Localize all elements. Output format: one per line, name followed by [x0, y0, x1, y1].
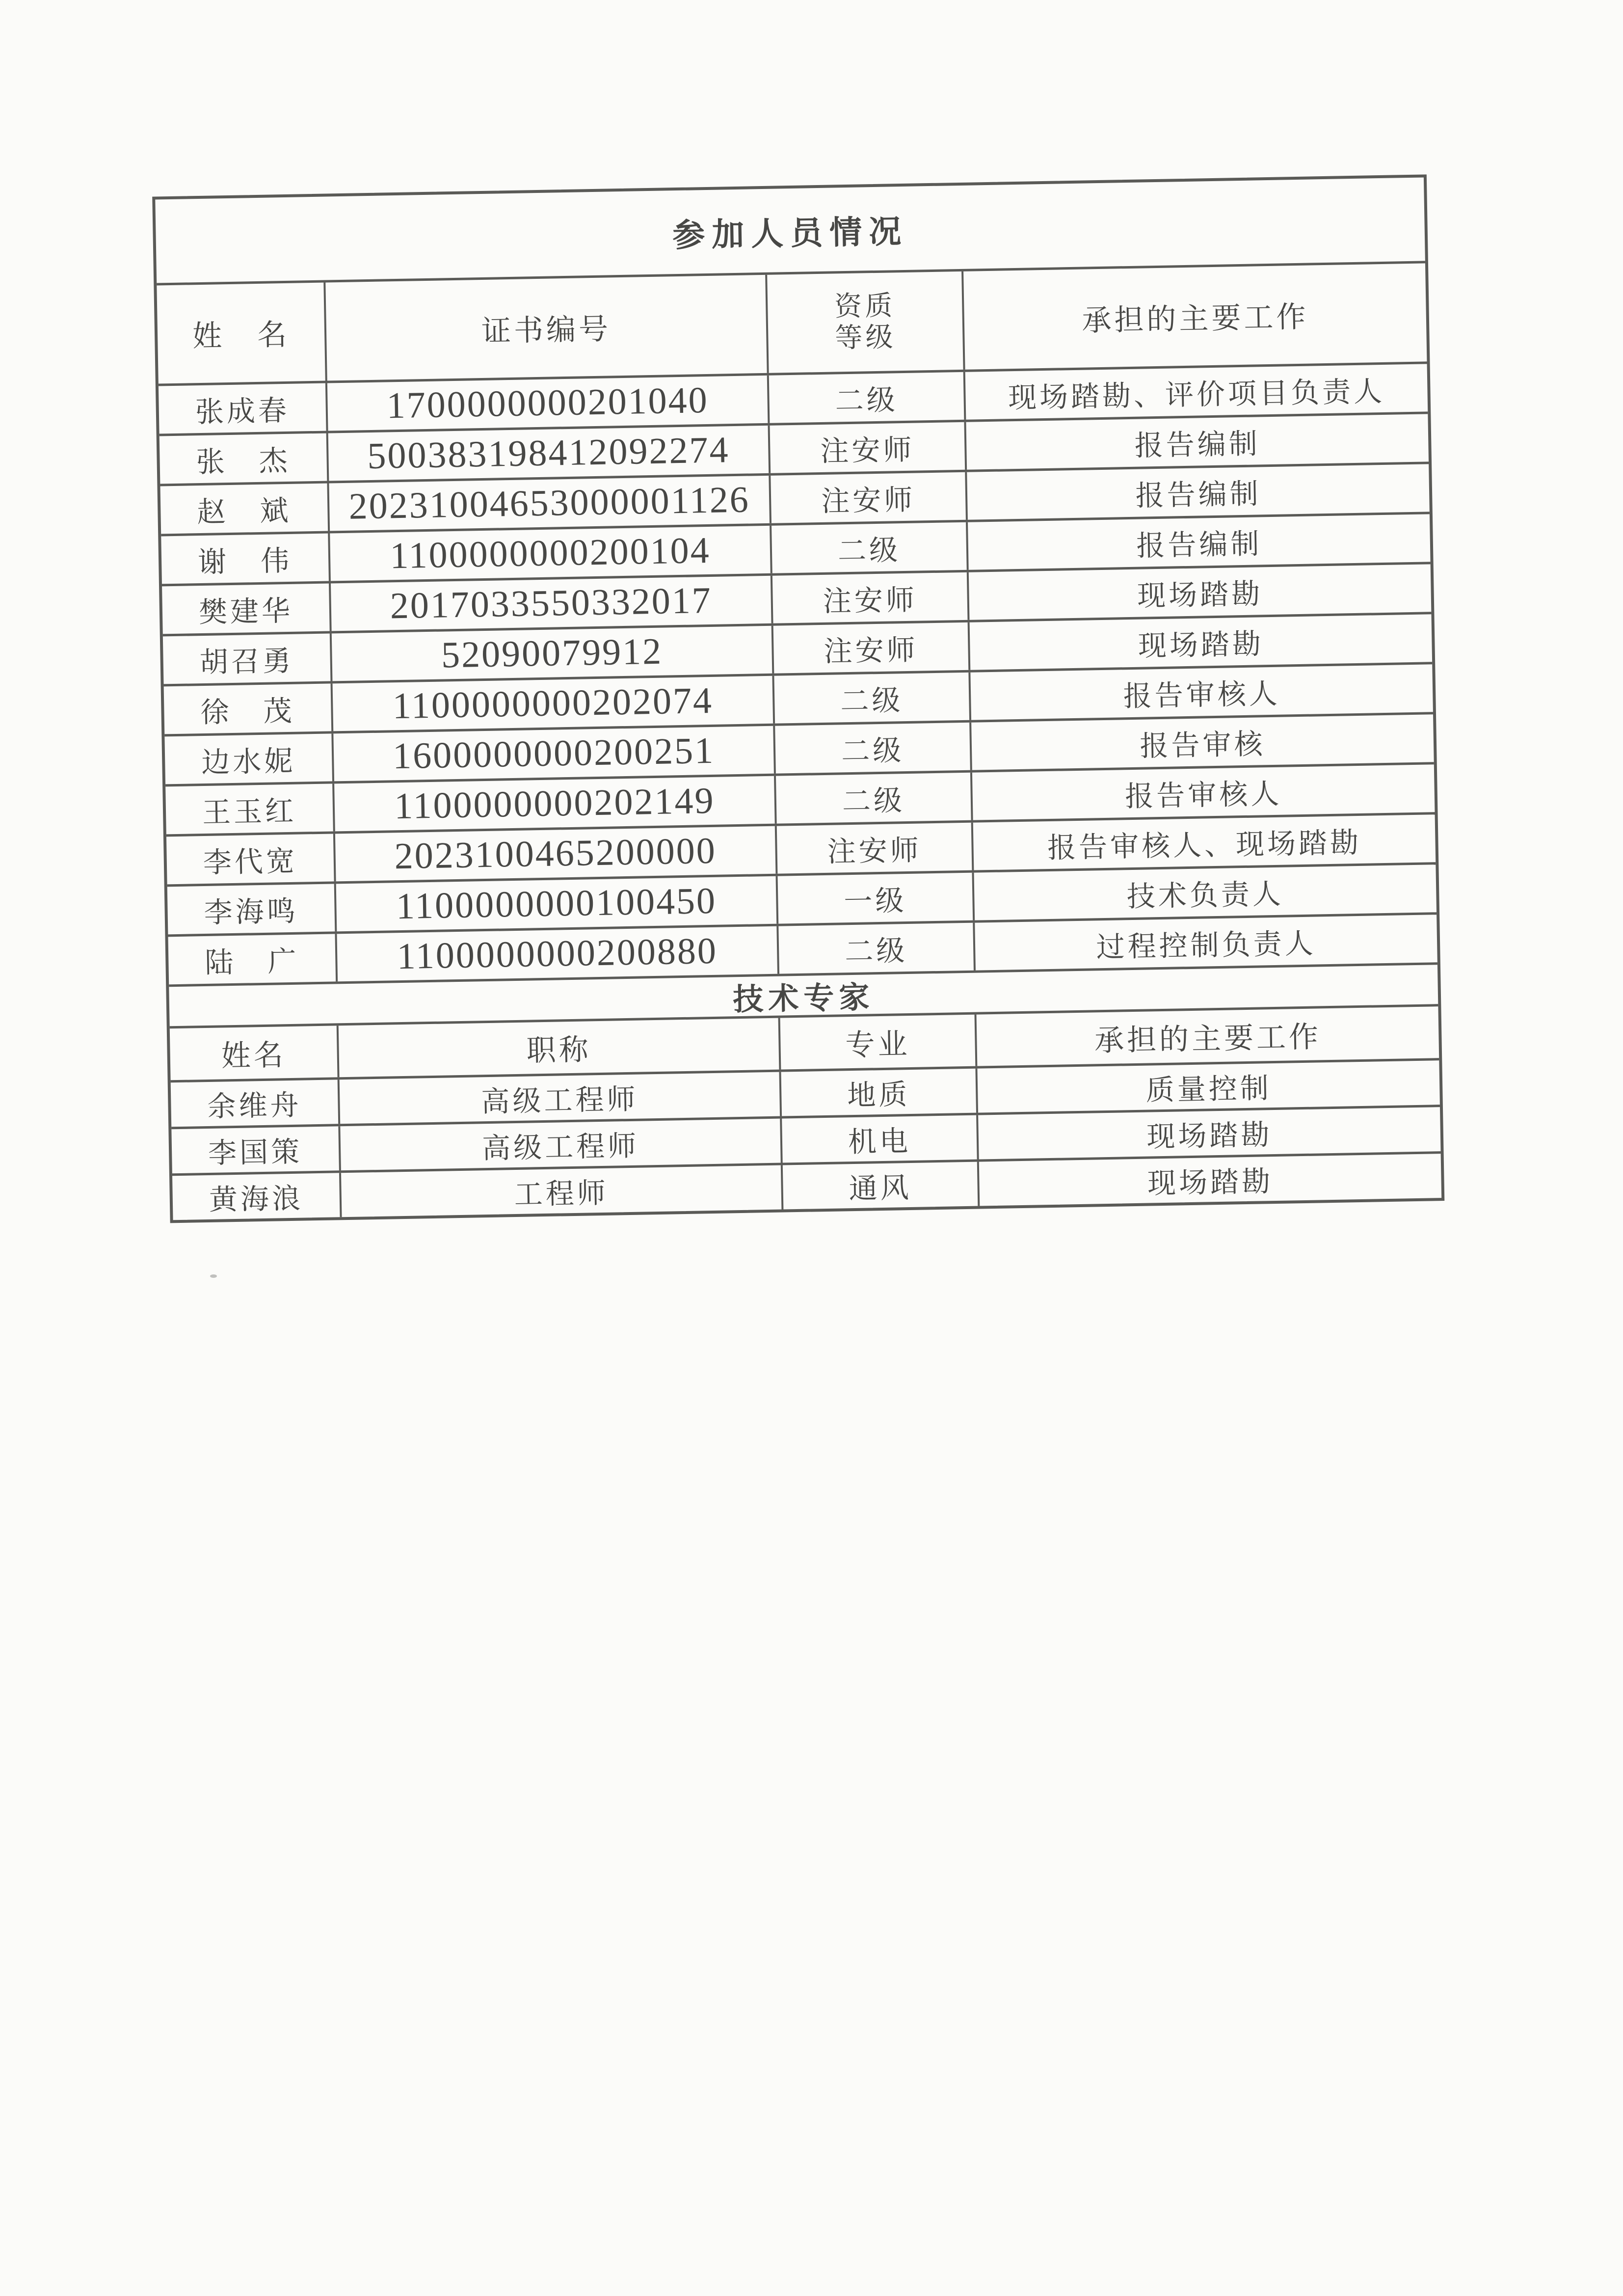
person-cert-number: 52090079912	[330, 626, 772, 681]
person-cert-number: 20231004653000001126	[327, 476, 770, 531]
expert-main-work: 现场踏勘	[977, 1154, 1441, 1206]
person-cert-number: 1600000000200251	[331, 726, 774, 782]
person-qualification-level: 注安师	[768, 422, 965, 473]
personnel-table	[152, 174, 1444, 1223]
person-main-work: 报告编制	[965, 464, 1430, 519]
person-main-work: 现场踏勘、评价项目负责人	[963, 364, 1428, 419]
person-cert-number: 2017033550332017	[329, 576, 772, 631]
experts-header-major: 专业	[778, 1015, 976, 1070]
person-qualification-level: 二级	[772, 673, 969, 724]
expert-job-title: 高级工程师	[338, 1119, 780, 1171]
person-qualification-level: 二级	[767, 372, 964, 423]
person-name: 张 杰	[196, 444, 291, 478]
person-qualification-level: 二级	[774, 773, 971, 824]
person-qualification-level: 注安师	[775, 823, 972, 874]
person-qualification-level: 二级	[770, 522, 967, 573]
person-cert-number: 1100000000202149	[332, 776, 775, 832]
expert-major: 机电	[780, 1115, 977, 1163]
expert-rows-container	[171, 1058, 1442, 1220]
expert-main-work: 现场踏勘	[976, 1107, 1440, 1159]
person-name: 张成春	[195, 394, 290, 428]
person-qualification-level: 注安师	[771, 572, 968, 623]
header-cert-number: 证书编号	[323, 275, 767, 381]
person-qualification-level: 二级	[776, 923, 974, 974]
expert-major: 通风	[781, 1162, 978, 1210]
person-qualification-level: 注安师	[772, 622, 969, 674]
expert-major: 地质	[779, 1069, 977, 1116]
experts-header-name: 姓名	[221, 1038, 287, 1072]
person-cert-number: 1100000000200104	[328, 526, 771, 581]
person-name: 李海鸣	[204, 895, 299, 929]
person-main-work: 技术负责人	[972, 864, 1437, 920]
person-name: 胡召勇	[199, 645, 294, 678]
person-cert-number: 1100000000100450	[334, 876, 777, 932]
person-main-work: 报告审核人、现场踏勘	[971, 814, 1436, 870]
person-main-work: 过程控制负责人	[973, 915, 1437, 970]
qualification-level-line2: 等级	[834, 322, 896, 354]
person-main-work: 现场踏勘	[968, 614, 1433, 670]
expert-name: 余维舟	[207, 1089, 302, 1123]
person-main-work: 报告审核	[969, 714, 1434, 770]
expert-name: 李国策	[208, 1135, 303, 1169]
person-cert-number: 1100000000200880	[335, 926, 777, 982]
personnel-rows-container	[159, 361, 1437, 984]
expert-main-work: 质量控制	[975, 1060, 1439, 1112]
person-name: 边水妮	[201, 745, 296, 779]
person-name: 谢 伟	[197, 544, 293, 578]
experts-header-job-title: 职称	[337, 1018, 779, 1078]
person-qualification-level: 注安师	[769, 472, 966, 523]
person-cert-number: 1100000000202074	[331, 676, 773, 731]
qualification-level-stack	[834, 290, 896, 354]
person-cert-number: 2023100465200000	[333, 826, 776, 882]
experts-header-main-work: 承担的主要工作	[975, 1006, 1439, 1066]
person-main-work: 现场踏勘	[967, 564, 1432, 620]
person-cert-number: 500383198412092274	[326, 426, 769, 481]
person-main-work: 报告审核人	[968, 664, 1433, 720]
expert-name: 黄海浪	[209, 1182, 304, 1216]
header-name: 姓 名	[192, 318, 290, 353]
header-main-work: 承担的主要工作	[961, 263, 1427, 369]
table-title: 参加人员情况	[672, 214, 908, 254]
qualification-level-line1: 资质	[834, 290, 896, 323]
person-name: 李代宽	[203, 845, 298, 879]
expert-job-title: 高级工程师	[338, 1072, 780, 1124]
person-name: 徐 茂	[200, 695, 295, 729]
person-qualification-level: 一级	[776, 873, 973, 924]
person-name: 陆 广	[204, 945, 299, 979]
expert-job-title: 工程师	[339, 1165, 781, 1217]
person-name: 樊建华	[198, 594, 293, 628]
header-qualification-level	[765, 271, 963, 373]
experts-section-title: 技术专家	[732, 980, 875, 1017]
person-name: 赵 斌	[196, 494, 292, 528]
person-qualification-level: 二级	[773, 723, 970, 774]
scan-speck	[210, 1274, 217, 1278]
person-main-work: 报告编制	[966, 514, 1431, 569]
person-cert-number: 1700000000201040	[325, 376, 768, 431]
person-name: 王玉红	[202, 795, 297, 829]
person-main-work: 报告审核人	[970, 764, 1435, 820]
person-main-work: 报告编制	[964, 414, 1429, 469]
